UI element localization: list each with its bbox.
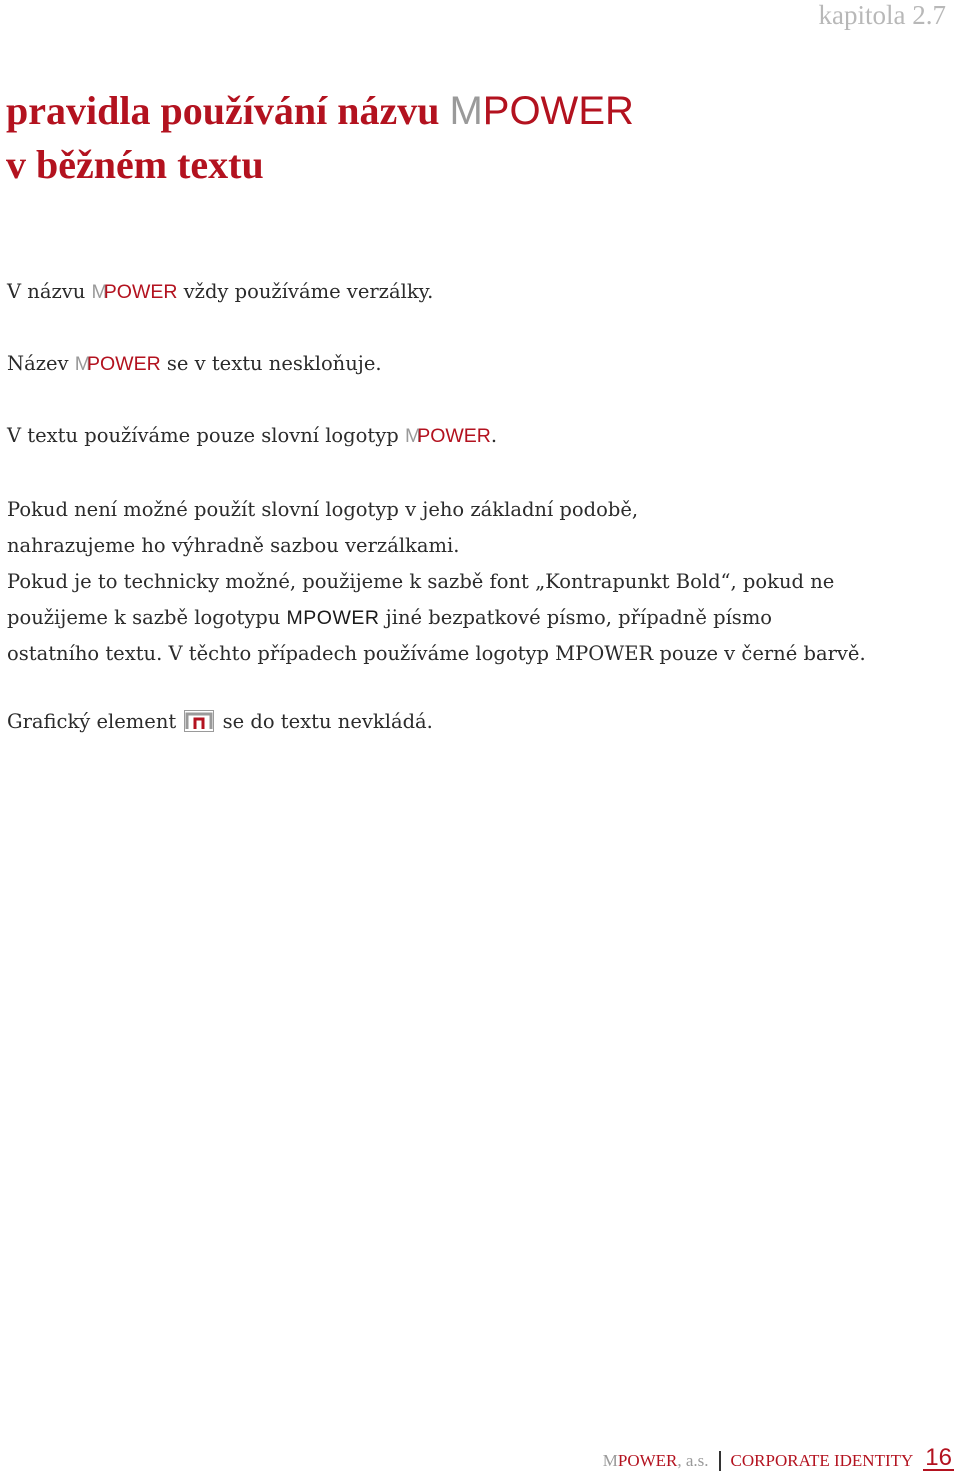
footer-section: CORPORATE IDENTITY bbox=[730, 1451, 914, 1470]
inline-logo-m: M bbox=[91, 281, 108, 303]
footer-company: MPOWER, a.s. bbox=[602, 1451, 709, 1470]
inline-logo-rest: POWER bbox=[417, 425, 491, 447]
page-title bbox=[6, 84, 634, 192]
paragraph-line: ostatního textu. V těchto případech používáme logotyp MPOWER pouze v černé barvě. bbox=[7, 642, 866, 665]
paragraph-line: Pokud je to technicky možné, použijeme k sazbě font „Kontrapunkt Bold“, pokud ne bbox=[7, 570, 835, 593]
rule-uppercase: V názvu MPOWER vždy používáme verzálky. bbox=[7, 280, 434, 303]
footer-divider bbox=[719, 1451, 721, 1471]
title-logo-m: M bbox=[449, 89, 483, 133]
page-footer bbox=[602, 1444, 954, 1471]
inline-logo-black: MPOWER bbox=[286, 607, 380, 629]
title-line-1: pravidla používání názvu MPOWER bbox=[6, 88, 634, 133]
page-number: 16 bbox=[925, 1444, 952, 1471]
rule-graphic-element: Grafický element se do textu nevkládá. bbox=[7, 710, 433, 733]
paragraph-line: použijeme k sazbě logotypu MPOWER jiné bezpatkové písmo, případně písmo bbox=[7, 606, 773, 629]
inline-logo-m: M bbox=[404, 425, 422, 447]
rule-fallback-block bbox=[7, 492, 957, 672]
inline-logo-rest: POWER bbox=[103, 281, 178, 303]
chapter-label: kapitola 2.7 bbox=[818, 0, 946, 30]
paragraph-line: nahrazujeme ho výhradně sazbou verzálkami. bbox=[7, 534, 460, 557]
title-line-2: v běžném textu bbox=[6, 142, 264, 187]
inline-logo-rest: POWER bbox=[86, 353, 161, 375]
mpower-m-glyph-icon bbox=[184, 710, 214, 732]
title-logo-rest: POWER bbox=[482, 89, 634, 133]
paragraph-line: Pokud není možné použít slovní logotyp v jeho základní podobě, bbox=[7, 498, 639, 521]
inline-logo-m: M bbox=[74, 353, 91, 375]
rule-word-logotype: V textu používáme pouze slovní logotyp MPOWER. bbox=[7, 424, 498, 447]
rule-no-declension: Název MPOWER se v textu neskloňuje. bbox=[7, 352, 382, 375]
